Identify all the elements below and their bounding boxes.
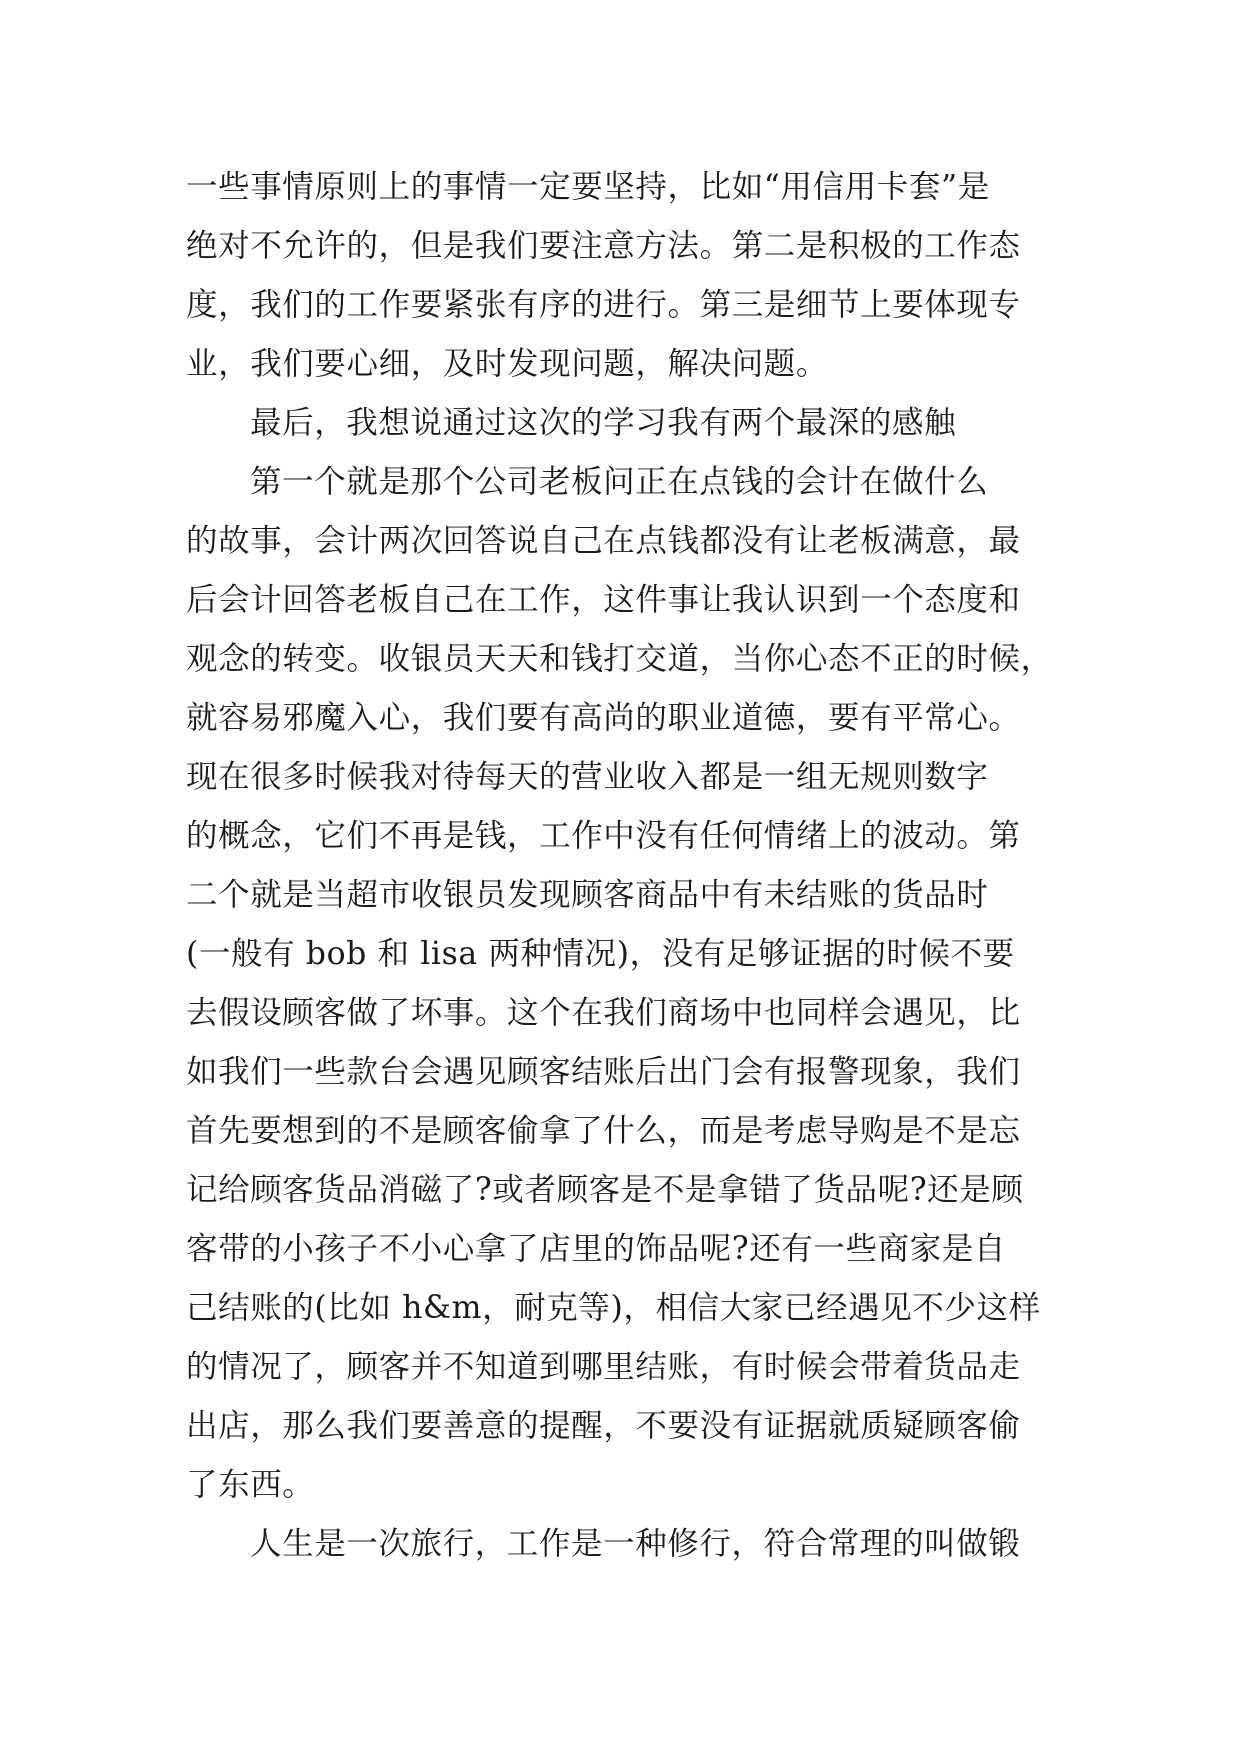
text-line: 己结账的(比如 h&m，耐克等)，相信大家已经遇见不少这样 xyxy=(186,1290,1041,1326)
text-line: 现在很多时候我对待每天的营业收入都是一组无规则数字 xyxy=(186,759,989,795)
text-line: 二个就是当超市收银员发现顾客商品中有未结账的货品时 xyxy=(186,877,989,913)
text-line: 记给顾客货品消磁了?或者顾客是不是拿错了货品呢?还是顾 xyxy=(186,1172,1024,1208)
text-line: 的概念，它们不再是钱，工作中没有任何情绪上的波动。第 xyxy=(186,818,1021,854)
text-line: 去假设顾客做了坏事。这个在我们商场中也同样会遇见，比 xyxy=(186,995,1021,1031)
body-text xyxy=(186,158,1066,1574)
text-line: 观念的转变。收银员天天和钱打交道，当你心态不正的时候， xyxy=(186,641,1053,677)
text-line-paragraph-start: 最后，我想说通过这次的学习我有两个最深的感触 xyxy=(250,405,957,441)
text-line: 了东西。 xyxy=(186,1467,315,1503)
text-line-paragraph-start: 第一个就是那个公司老板问正在点钱的会计在做什么 xyxy=(250,464,989,500)
text-line: 一些事情原则上的事情一定要坚持，比如“用信用卡套”是 xyxy=(186,169,990,205)
text-line: 首先要想到的不是顾客偷拿了什么，而是考虑导购是不是忘 xyxy=(186,1113,1021,1149)
text-line: 的情况了，顾客并不知道到哪里结账，有时候会带着货品走 xyxy=(186,1349,1021,1385)
text-line: 就容易邪魔入心，我们要有高尚的职业道德，要有平常心。 xyxy=(186,700,1021,736)
text-line: 绝对不允许的，但是我们要注意方法。第二是积极的工作态 xyxy=(186,228,1021,264)
text-line: 度，我们的工作要紧张有序的进行。第三是细节上要体现专 xyxy=(186,287,1021,323)
text-line: 出店，那么我们要善意的提醒，不要没有证据就质疑顾客偷 xyxy=(186,1408,1021,1444)
text-line: (一般有 bob 和 lisa 两种情况)，没有足够证据的时候不要 xyxy=(186,936,1015,972)
text-line: 后会计回答老板自己在工作，这件事让我认识到一个态度和 xyxy=(186,582,1021,618)
text-line: 如我们一些款台会遇见顾客结账后出门会有报警现象，我们 xyxy=(186,1054,1021,1090)
text-line-paragraph-start: 人生是一次旅行，工作是一种修行，符合常理的叫做锻 xyxy=(250,1526,1021,1562)
text-line: 业，我们要心细，及时发现问题，解决问题。 xyxy=(186,346,829,382)
text-line: 的故事，会计两次回答说自己在点钱都没有让老板满意，最 xyxy=(186,523,1021,559)
text-line: 客带的小孩子不小心拿了店里的饰品呢?还有一些商家是自 xyxy=(186,1231,1006,1267)
